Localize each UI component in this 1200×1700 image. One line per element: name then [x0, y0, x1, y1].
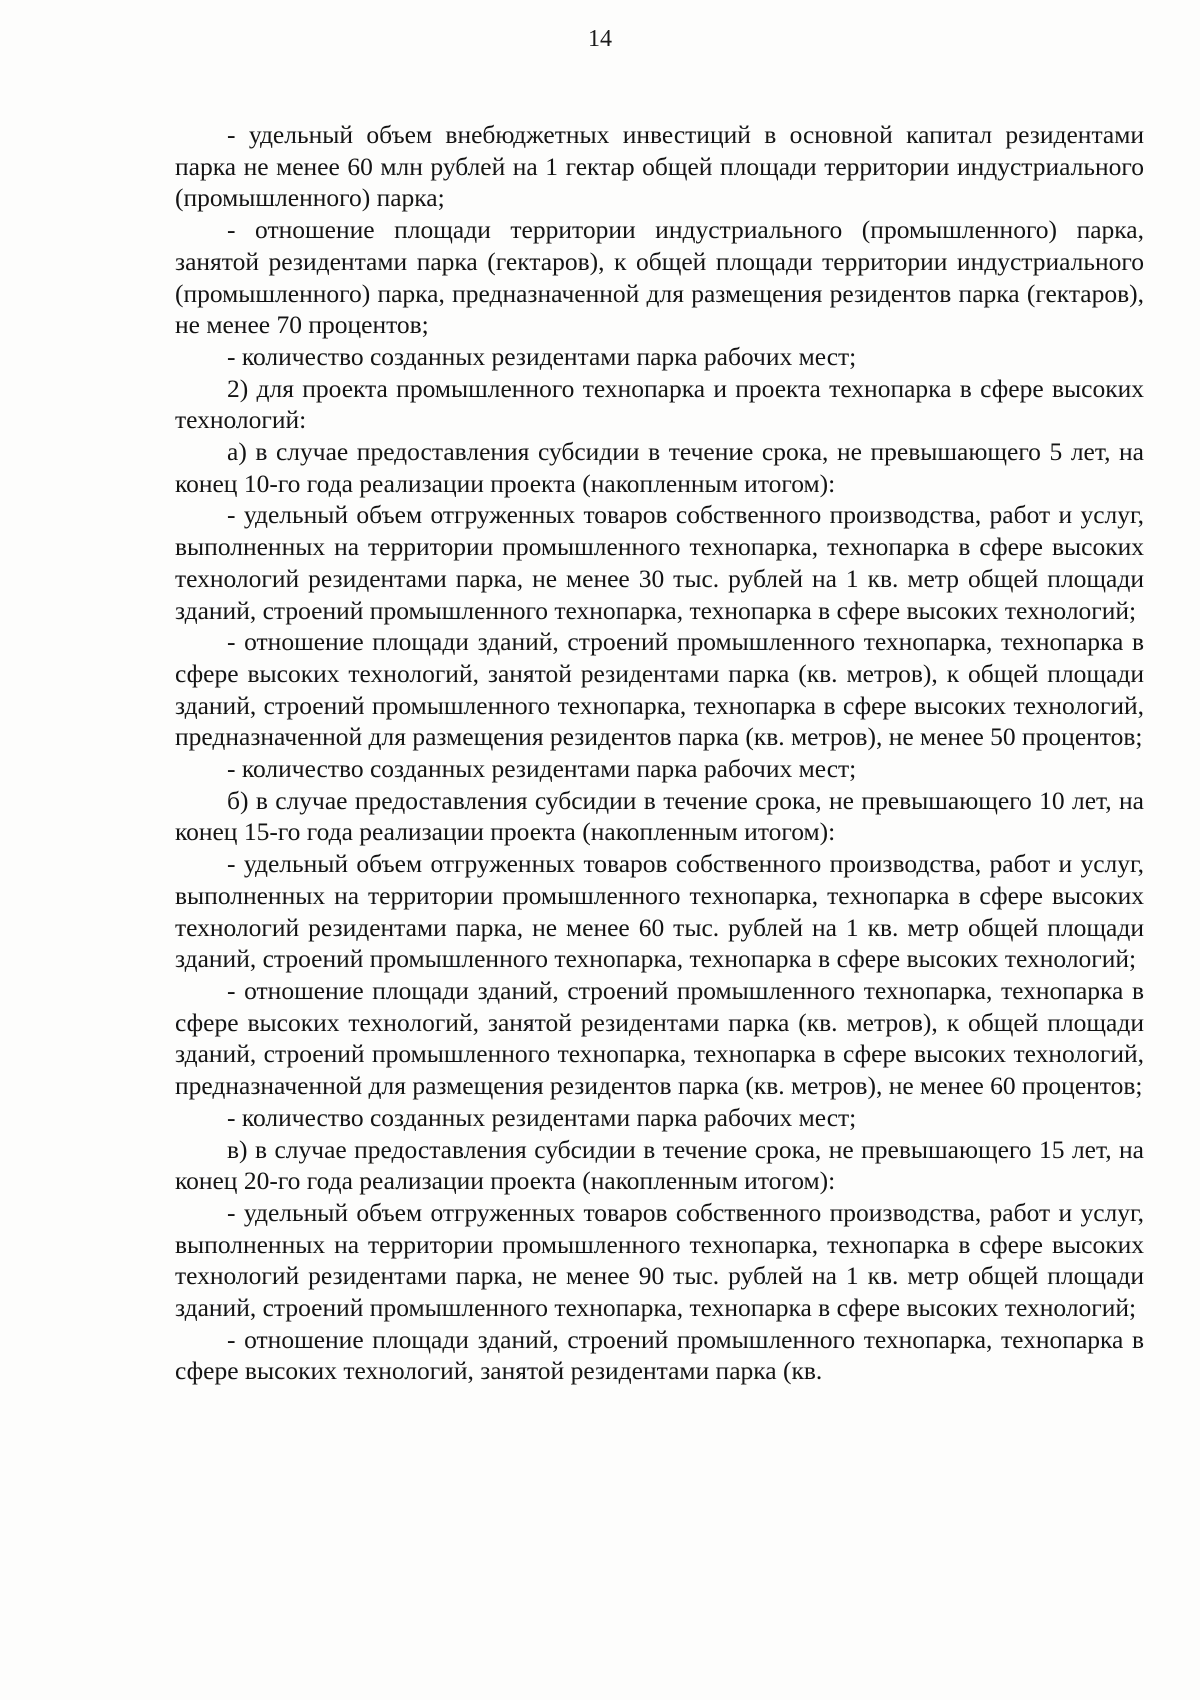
paragraph: а) в случае предоставления субсидии в течение срока, не превышающего 5 лет, на конец 10-го года реализации проекта (накопленным итогом):: [175, 437, 1144, 498]
paragraph: - удельный объем отгруженных товаров собственного производства, работ и услуг, выполненных на территории промышленного технопарка, технопарка в сфере высоких технологий резидентами парка, не менее 60 тыс. рублей на 1 кв. метр общей площади зданий, строений промышленного технопарка, технопарка в сфере высоких технологий;: [175, 849, 1144, 974]
paragraph: - отношение площади зданий, строений промышленного технопарка, технопарка в сфере высоких технологий, занятой резидентами парка (кв. метров), к общей площади зданий, строений промышленного технопарка, технопарка в сфере высоких технологий, предназначенной для размещения резидентов парка (кв. метров), не менее 50 процентов;: [175, 627, 1144, 752]
paragraph: - удельный объем отгруженных товаров собственного производства, работ и услуг, выполненных на территории промышленного технопарка, технопарка в сфере высоких технологий резидентами парка, не менее 30 тыс. рублей на 1 кв. метр общей площади зданий, строений промышленного технопарка, технопарка в сфере высоких технологий;: [175, 500, 1144, 625]
paragraph: б) в случае предоставления субсидии в течение срока, не превышающего 10 лет, на конец 15-го года реализации проекта (накопленным итогом):: [175, 785, 1144, 847]
paragraph: - удельный объем внебюджетных инвестиций в основной капитал резидентами парка не менее 60 млн рублей на 1 гектар общей площади территории индустриального (промышленного) парка;: [175, 120, 1144, 213]
paragraph: - количество созданных резидентами парка рабочих мест;: [227, 1102, 857, 1132]
page-number: 14: [588, 26, 612, 52]
paragraph: - отношение площади зданий, строений промышленного технопарка, технопарка в сфере высоких технологий, занятой резидентами парка (кв. метров), к общей площади зданий, строений промышленного технопарка, технопарка в сфере высоких технологий, предназначенной для размещения резидентов парка (кв. метров), не менее 60 процентов;: [175, 975, 1144, 1101]
paragraph: в) в случае предоставления субсидии в течение срока, не превышающего 15 лет, на конец 20-го года реализации проекта (накопленным итогом):: [175, 1134, 1144, 1196]
paragraph: - количество созданных резидентами парка рабочих мест;: [227, 754, 857, 784]
document-body: [175, 119, 1144, 1387]
paragraph: - удельный объем отгруженных товаров собственного производства, работ и услуг, выполненных на территории промышленного технопарка, технопарка в сфере высоких технологий резидентами парка, не менее 90 тыс. рублей на 1 кв. метр общей площади зданий, строений промышленного технопарка, технопарка в сфере высоких технологий;: [175, 1197, 1144, 1323]
paragraph: - количество созданных резидентами парка рабочих мест;: [227, 341, 857, 371]
paragraph: - отношение площади территории индустриального (промышленного) парка, занятой резидентами парка (гектаров), к общей площади территории индустриального (промышленного) парка, предназначенной для размещения резидентов парка (гектаров), не менее 70 процентов;: [175, 215, 1144, 340]
paragraph: - отношение площади зданий, строений промышленного технопарка, технопарка в сфере высоких технологий, занятой резидентами парка (кв.: [175, 1324, 1144, 1386]
paragraph: 2) для проекта промышленного технопарка и проекта технопарка в сфере высоких технологий:: [175, 373, 1144, 435]
